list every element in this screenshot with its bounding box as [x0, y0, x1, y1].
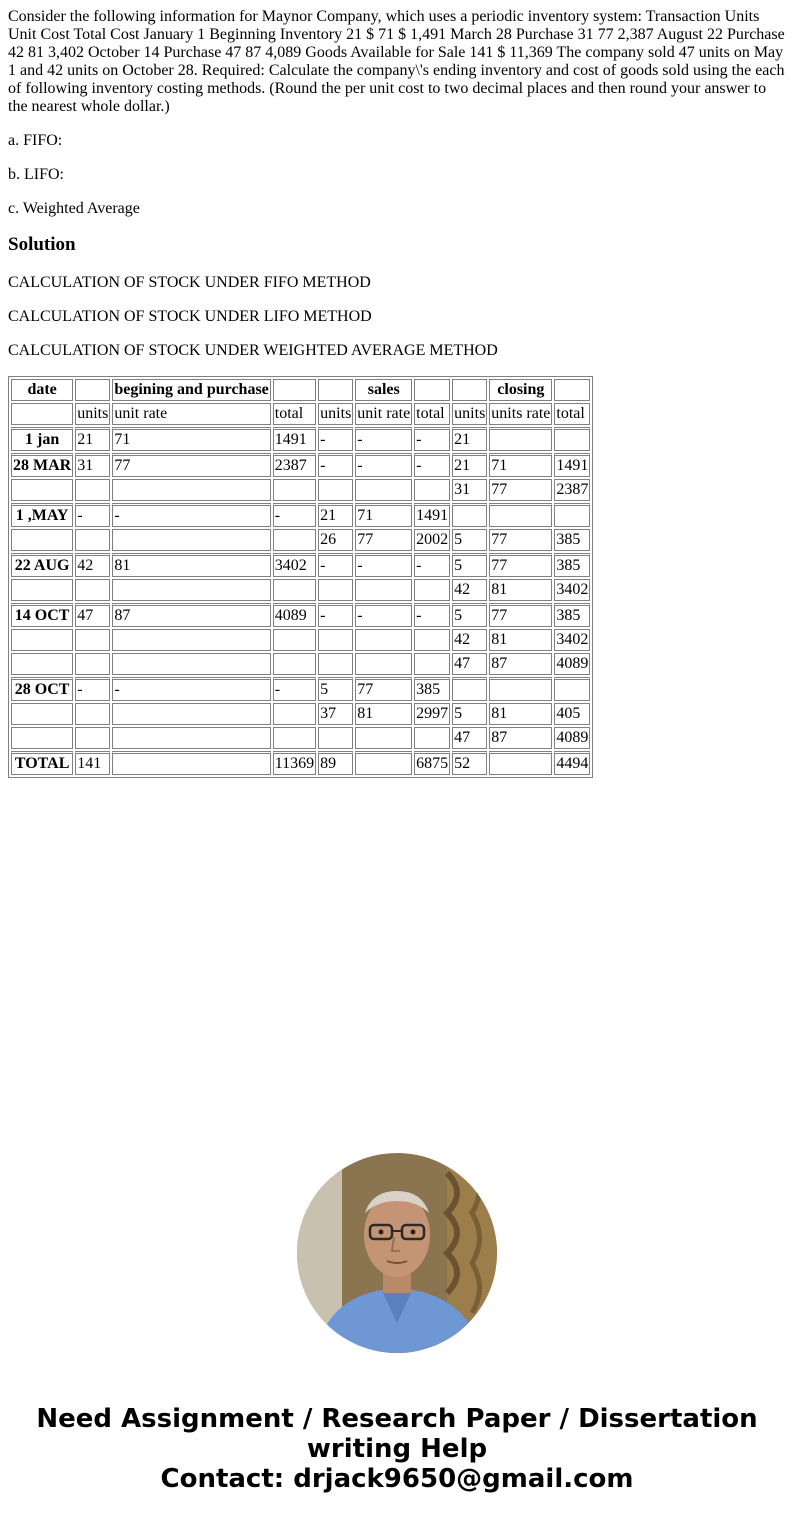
table-cell: 2002	[414, 529, 450, 551]
table-row	[11, 703, 590, 725]
table-cell: 22 AUG	[11, 553, 73, 577]
table-cell: -	[414, 553, 450, 577]
table-cell	[355, 727, 412, 749]
table-row	[11, 629, 590, 651]
table-cell: 26	[318, 529, 353, 551]
table-cell: -	[414, 603, 450, 627]
table-cell: -	[414, 453, 450, 477]
wavg-title: CALCULATION OF STOCK UNDER WEIGHTED AVERAGE METHOD	[8, 342, 498, 359]
table-cell: 31	[452, 479, 487, 501]
table-cell: 31	[75, 453, 110, 477]
table-cell	[11, 403, 73, 425]
table-row	[11, 579, 590, 601]
table-cell: units rate	[489, 403, 552, 425]
table-cell	[452, 677, 487, 701]
table-cell: 21	[452, 453, 487, 477]
table-cell: units	[452, 403, 487, 425]
table-row	[11, 453, 590, 477]
table-cell: 3402	[554, 629, 590, 651]
table-cell: 77	[489, 553, 552, 577]
table-cell	[11, 703, 73, 725]
table-cell	[273, 629, 316, 651]
table-cell: 81	[489, 703, 552, 725]
table-cell	[75, 629, 110, 651]
question-text: Consider the following information for Maynor Company, which uses a periodic inventory system: Transaction Units Unit Cost Total Cost January 1 Beginning Inventory 21 $ 71 $ 1,491 March 28 Purchase 31 77 2,387 August 22 Purchase 42 81 3,402 October 14 Purchase 47 87 4,089 Goods Available for Sale 141 $ 11,369 The company sold 47 units on May 1 and 42 units on October 28. Required: Calculate the company\'s ending inventory and cost of goods sold using the each of following inventory costing methods. (Round the per unit cost to two decimal places and then round your answer to the nearest whole dollar.)	[8, 8, 785, 115]
table-cell: 28 MAR	[11, 453, 73, 477]
table-cell: total	[273, 403, 316, 425]
table-row	[11, 553, 590, 577]
table-row	[11, 653, 590, 675]
table-cell: -	[318, 453, 353, 477]
lifo-title: CALCULATION OF STOCK UNDER LIFO METHOD	[8, 308, 372, 325]
table-cell	[489, 427, 552, 451]
table-cell: 28 OCT	[11, 677, 73, 701]
table-cell	[112, 703, 270, 725]
table-cell: 4089	[554, 653, 590, 675]
table-cell: date	[11, 379, 73, 401]
table-cell: 4494	[554, 751, 590, 775]
table-cell	[318, 479, 353, 501]
table-cell	[75, 703, 110, 725]
table-cell: -	[318, 427, 353, 451]
table-cell: 5	[318, 677, 353, 701]
table-cell: 81	[112, 553, 270, 577]
table-cell: 405	[554, 703, 590, 725]
advert-line-1: Need Assignment / Research Paper / Dissertation	[36, 1404, 758, 1434]
table-cell	[273, 479, 316, 501]
table-cell	[452, 379, 487, 401]
table-cell: 5	[452, 703, 487, 725]
table-cell: 21	[75, 427, 110, 451]
table-cell	[489, 751, 552, 775]
table-cell	[318, 629, 353, 651]
table-cell: total	[414, 403, 450, 425]
table-cell: -	[112, 503, 270, 527]
table-cell: 77	[355, 529, 412, 551]
table-row	[11, 503, 590, 527]
table-cell	[11, 479, 73, 501]
table-cell: -	[75, 677, 110, 701]
table-cell	[112, 529, 270, 551]
table-cell	[355, 653, 412, 675]
advert-line-3: Contact: drjack9650@gmail.com	[160, 1464, 634, 1494]
table-cell: 11369	[273, 751, 316, 775]
table-cell	[414, 579, 450, 601]
table-cell: 77	[112, 453, 270, 477]
table-cell	[75, 727, 110, 749]
table-cell	[75, 479, 110, 501]
table-cell: 4089	[273, 603, 316, 627]
table-cell	[414, 653, 450, 675]
table-cell	[355, 579, 412, 601]
table-cell: 21	[318, 503, 353, 527]
table-cell: 77	[489, 603, 552, 627]
table-row	[11, 427, 590, 451]
table-cell	[355, 479, 412, 501]
inventory-table	[8, 376, 593, 778]
table-cell: 47	[452, 727, 487, 749]
solution-heading: Solution	[8, 234, 76, 255]
table-cell: -	[355, 453, 412, 477]
table-cell: 3402	[273, 553, 316, 577]
table-cell: 4089	[554, 727, 590, 749]
table-cell	[489, 503, 552, 527]
table-cell: 5	[452, 529, 487, 551]
table-cell	[75, 379, 110, 401]
table-cell: 385	[414, 677, 450, 701]
table-cell	[273, 379, 316, 401]
table-cell: -	[75, 503, 110, 527]
table-cell	[273, 727, 316, 749]
table-cell	[112, 727, 270, 749]
table-cell	[554, 427, 590, 451]
table-cell	[554, 677, 590, 701]
table-cell: unit rate	[355, 403, 412, 425]
table-cell	[414, 629, 450, 651]
table-cell: 1491	[273, 427, 316, 451]
table-cell: 2387	[273, 453, 316, 477]
table-cell: 385	[554, 553, 590, 577]
table-cell: 1491	[554, 453, 590, 477]
table-cell: 87	[489, 653, 552, 675]
table-cell: closing	[489, 379, 552, 401]
author-photo	[297, 1153, 497, 1353]
table-cell: -	[355, 553, 412, 577]
table-cell	[318, 579, 353, 601]
table-cell	[11, 727, 73, 749]
table-cell: units	[75, 403, 110, 425]
table-cell: units	[318, 403, 353, 425]
table-cell: sales	[355, 379, 412, 401]
table-cell: 37	[318, 703, 353, 725]
table-cell: 71	[489, 453, 552, 477]
table-cell	[112, 751, 270, 775]
table-cell: 141	[75, 751, 110, 775]
table-cell: -	[355, 603, 412, 627]
table-cell	[273, 703, 316, 725]
table-cell: 87	[489, 727, 552, 749]
part-c-label: c. Weighted Average	[8, 200, 140, 217]
table-cell: 81	[355, 703, 412, 725]
table-cell: 2387	[554, 479, 590, 501]
advert-banner	[0, 1404, 794, 1494]
table-cell: 5	[452, 553, 487, 577]
table-cell: 77	[355, 677, 412, 701]
table-cell: 1491	[414, 503, 450, 527]
table-cell: 52	[452, 751, 487, 775]
table-cell: 14 OCT	[11, 603, 73, 627]
table-cell: 81	[489, 579, 552, 601]
fifo-title: CALCULATION OF STOCK UNDER FIFO METHOD	[8, 274, 371, 291]
table-cell: begining and purchase	[112, 379, 270, 401]
table-cell	[554, 503, 590, 527]
table-cell	[11, 579, 73, 601]
advert-line-2: writing Help	[306, 1434, 488, 1464]
table-cell: 6875	[414, 751, 450, 775]
table-cell	[414, 479, 450, 501]
table-cell	[318, 379, 353, 401]
table-cell	[489, 677, 552, 701]
table-cell	[355, 751, 412, 775]
table-cell	[75, 529, 110, 551]
table-cell: TOTAL	[11, 751, 73, 775]
table-cell: 81	[489, 629, 552, 651]
table-cell: 42	[452, 629, 487, 651]
table-row	[11, 603, 590, 627]
table-cell: 2997	[414, 703, 450, 725]
table-cell: 42	[75, 553, 110, 577]
table-cell: -	[355, 427, 412, 451]
table-cell	[318, 727, 353, 749]
table-cell: 71	[355, 503, 412, 527]
table-cell: 5	[452, 603, 487, 627]
table-cell	[452, 503, 487, 527]
table-cell	[273, 579, 316, 601]
table-row	[11, 677, 590, 701]
table-cell: 47	[452, 653, 487, 675]
table-cell	[11, 653, 73, 675]
table-cell	[273, 653, 316, 675]
table-cell: -	[112, 677, 270, 701]
table-cell	[112, 653, 270, 675]
table-cell: -	[318, 553, 353, 577]
table-cell: -	[414, 427, 450, 451]
table-cell	[318, 653, 353, 675]
table-cell	[112, 629, 270, 651]
table-cell: 42	[452, 579, 487, 601]
table-cell	[112, 479, 270, 501]
table-header-row	[11, 379, 590, 401]
table-cell: 385	[554, 603, 590, 627]
table-cell: 77	[489, 529, 552, 551]
table-cell	[414, 379, 450, 401]
table-row	[11, 751, 590, 775]
table-cell	[11, 629, 73, 651]
table-cell: unit rate	[112, 403, 270, 425]
table-row	[11, 727, 590, 749]
part-a-label: a. FIFO:	[8, 132, 63, 149]
table-cell	[112, 579, 270, 601]
table-cell	[75, 653, 110, 675]
table-cell	[11, 529, 73, 551]
table-cell: 385	[554, 529, 590, 551]
table-cell: 47	[75, 603, 110, 627]
table-cell	[273, 529, 316, 551]
table-cell: 1 jan	[11, 427, 73, 451]
table-cell	[554, 379, 590, 401]
table-cell: 3402	[554, 579, 590, 601]
table-cell: -	[318, 603, 353, 627]
table-cell: 89	[318, 751, 353, 775]
table-cell	[414, 727, 450, 749]
table-cell	[75, 579, 110, 601]
table-cell: 1 ,MAY	[11, 503, 73, 527]
table-cell: total	[554, 403, 590, 425]
table-subheader-row	[11, 403, 590, 425]
table-row	[11, 529, 590, 551]
table-cell: 71	[112, 427, 270, 451]
table-row	[11, 479, 590, 501]
table-cell: 77	[489, 479, 552, 501]
table-cell	[355, 629, 412, 651]
part-b-label: b. LIFO:	[8, 166, 64, 183]
table-cell: -	[273, 503, 316, 527]
table-cell: 21	[452, 427, 487, 451]
table-cell: 87	[112, 603, 270, 627]
table-cell: -	[273, 677, 316, 701]
